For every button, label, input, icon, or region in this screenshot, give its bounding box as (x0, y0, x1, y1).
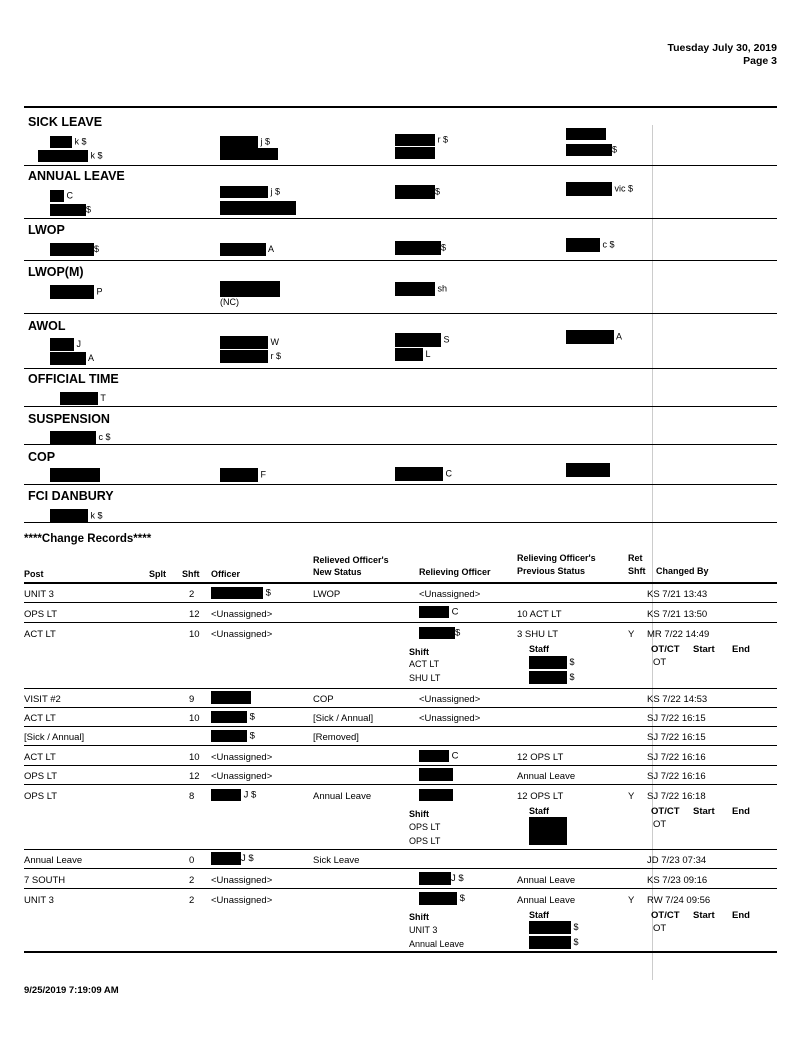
redaction-block (50, 136, 72, 148)
sick-leave-entry: k $ (50, 136, 87, 148)
redaction-block (566, 330, 614, 344)
table-row-relieving: <Unassigned> (419, 694, 481, 705)
sub-shift-line: UNIT 3 (409, 925, 438, 935)
redaction-block (395, 333, 441, 347)
table-row-post: OPS LT (24, 609, 58, 620)
table-row-post: Annual Leave (24, 855, 83, 866)
table-row-ret: Y (628, 791, 635, 802)
awol-entry: S (395, 333, 450, 347)
section-divider (24, 106, 777, 108)
redaction-block (220, 186, 268, 198)
table-row-changed-by: KS 7/22 14:53 (647, 694, 708, 705)
sub-shift-line: Annual Leave (409, 939, 465, 949)
redaction-block (50, 338, 74, 351)
col-header-ret-1: Ret (628, 553, 643, 563)
row-divider (24, 707, 777, 708)
lwop-entry: A (220, 243, 274, 256)
report-header (667, 42, 777, 68)
lwop-m-entry: P (50, 285, 103, 299)
redaction-block (566, 144, 612, 156)
table-row-relieving: C (419, 606, 459, 618)
sub-shift-label: Shift (409, 647, 429, 657)
redaction-block (395, 282, 435, 296)
table-row-post: UNIT 3 (24, 589, 54, 600)
section-divider (24, 368, 777, 369)
row-divider (24, 765, 777, 766)
table-row-officer: $ (211, 587, 271, 599)
sick-leave-entry (220, 148, 278, 160)
table-row-prev-status: Annual Leave (517, 895, 576, 906)
table-row-prev-status: Annual Leave (517, 771, 576, 782)
sub-start-label: Start (693, 806, 715, 817)
table-row-post: ACT LT (24, 629, 56, 640)
table-row-officer: <Unassigned> (211, 609, 273, 620)
section-divider (24, 406, 777, 407)
sub-staff-label: Staff (529, 806, 549, 816)
lwop-entry: $ (50, 243, 99, 256)
col-header-ret-2: Shft (628, 566, 646, 576)
table-row-changed-by: RW 7/24 09:56 (647, 895, 711, 906)
table-row-shft: 10 (189, 713, 200, 724)
redaction-block (566, 463, 610, 477)
table-row-changed-by: SJ 7/22 16:18 (647, 791, 706, 802)
table-row-shft: 12 (189, 771, 200, 782)
table-row-shft: 2 (189, 589, 195, 600)
annual-leave-entry: C (50, 190, 73, 202)
section-divider (24, 313, 777, 314)
redaction-block (220, 336, 268, 349)
redaction-block (220, 281, 280, 297)
section-title-fci-danbury: FCI DANBURY (28, 489, 114, 503)
sub-shift-line: OPS LT (409, 836, 441, 846)
redaction-block (50, 285, 94, 299)
table-row-officer: <Unassigned> (211, 629, 273, 640)
sub-otct-label: OT/CT (651, 910, 680, 921)
table-row-officer: $ (211, 711, 255, 723)
row-divider (24, 784, 777, 785)
table-row-new-status: COP (313, 694, 334, 705)
sub-staff-entry: $ (529, 921, 579, 934)
sub-end-label: End (732, 644, 750, 655)
table-row-officer: <Unassigned> (211, 752, 273, 763)
sub-shift-label: Shift (409, 809, 429, 819)
redaction-block (395, 348, 423, 361)
section-title-lwop: LWOP (28, 223, 65, 237)
section-title-official-time: OFFICIAL TIME (28, 372, 119, 386)
table-row-relieving: <Unassigned> (419, 713, 481, 724)
table-row-ret: Y (628, 895, 635, 906)
redaction-block (50, 431, 96, 444)
sub-ot-value: OT (653, 657, 667, 668)
row-divider (24, 745, 777, 746)
awol-entry: r $ (220, 350, 281, 363)
table-row-prev-status: 12 OPS LT (517, 791, 564, 802)
lwop-m-entry: sh (395, 282, 447, 296)
annual-leave-entry: $ (50, 204, 91, 216)
table-row-post: UNIT 3 (24, 895, 54, 906)
awol-entry: A (50, 352, 94, 365)
row-divider (24, 868, 777, 869)
table-row-relieving (419, 789, 453, 801)
sick-leave-entry: $ (566, 144, 617, 156)
section-divider (24, 444, 777, 445)
table-row-shft: 2 (189, 895, 195, 906)
row-divider (24, 688, 777, 689)
table-row-post: 7 SOUTH (24, 875, 66, 886)
table-row-changed-by: KS 7/21 13:43 (647, 589, 708, 600)
annual-leave-entry: $ (395, 185, 440, 199)
official-time-entry: T (60, 392, 106, 405)
redaction-block (566, 182, 612, 196)
sub-staff-entry: $ (529, 656, 575, 669)
table-row-changed-by: SJ 7/22 16:15 (647, 713, 706, 724)
redaction-block (38, 150, 88, 162)
table-bottom-rule (24, 951, 777, 953)
table-row-changed-by: SJ 7/22 16:16 (647, 752, 706, 763)
redaction-block (50, 204, 86, 216)
section-divider (24, 260, 777, 261)
redaction-block (566, 128, 606, 140)
sub-ot-value: OT (653, 819, 667, 830)
row-divider (24, 849, 777, 850)
annual-leave-entry (220, 201, 296, 215)
sick-leave-entry: r $ (395, 134, 448, 146)
sub-end-label: End (732, 806, 750, 817)
redaction-block (395, 241, 441, 255)
table-row-changed-by: JD 7/23 07:34 (647, 855, 707, 866)
table-row-new-status: LWOP (313, 589, 341, 600)
row-divider (24, 622, 777, 623)
section-title-sick-leave: SICK LEAVE (28, 115, 103, 129)
section-title-suspension: SUSPENSION (28, 412, 110, 426)
section-divider (24, 522, 777, 523)
change-records-heading: ****Change Records**** (24, 533, 152, 545)
lwop-entry: c $ (566, 238, 615, 252)
sub-shift-line: SHU LT (409, 673, 441, 683)
table-row-new-status: [Sick / Annual] (313, 713, 374, 724)
cop-entry: F (220, 468, 266, 482)
sub-shift-line: ACT LT (409, 659, 440, 669)
col-header-relieved-2: New Status (313, 567, 362, 577)
print-timestamp: 9/25/2019 7:19:09 AM (24, 985, 119, 996)
cop-entry (50, 468, 100, 482)
section-divider (24, 165, 777, 166)
redaction-block (50, 509, 88, 523)
redaction-block (220, 350, 268, 363)
section-title-cop: COP (28, 450, 56, 464)
table-row-officer: <Unassigned> (211, 895, 273, 906)
suspension-entry: c $ (50, 431, 111, 444)
table-row-shft: 9 (189, 694, 195, 705)
sub-end-label: End (732, 910, 750, 921)
awol-entry: L (395, 348, 431, 361)
sick-leave-entry (566, 128, 606, 140)
table-row-ret: Y (628, 629, 635, 640)
sub-staff-entry: $ (529, 936, 579, 949)
table-row-prev-status: 3 SHU LT (517, 629, 559, 640)
awol-entry: A (566, 330, 622, 344)
page-number: Page 3 (743, 55, 777, 67)
table-row-relieving: $ (419, 892, 465, 905)
redaction-block (395, 134, 435, 146)
annual-leave-entry: vic $ (566, 182, 633, 196)
col-header-prev-1: Relieving Officer's (517, 553, 596, 563)
table-row-prev-status: 10 ACT LT (517, 609, 562, 620)
table-row-relieving: <Unassigned> (419, 589, 481, 600)
redaction-block (395, 185, 435, 199)
table-row-prev-status: Annual Leave (517, 875, 576, 886)
awol-entry: W (220, 336, 279, 349)
table-row-new-status: [Removed] (313, 732, 359, 743)
sub-staff-entry: $ (529, 671, 575, 684)
row-divider (24, 602, 777, 603)
redaction-block (60, 392, 98, 405)
sub-ot-value: OT (653, 923, 667, 934)
col-header-shft: Shft (182, 569, 200, 579)
redaction-block (50, 468, 100, 482)
redaction-block (50, 352, 86, 365)
sick-leave-entry: k $ (38, 150, 103, 162)
col-header-prev-2: Previous Status (517, 566, 586, 576)
row-divider (24, 888, 777, 889)
section-title-awol: AWOL (28, 319, 66, 333)
table-row-changed-by: SJ 7/22 16:16 (647, 771, 706, 782)
table-row-shft: 0 (189, 855, 195, 866)
fci-danbury-entry: k $ (50, 509, 103, 523)
table-row-relieving: J $ (419, 872, 464, 885)
table-row-changed-by: KS 7/23 09:16 (647, 875, 708, 886)
table-row-relieving: $ (419, 627, 460, 639)
report-date: Tuesday July 30, 2019 (667, 42, 777, 54)
col-header-post: Post (24, 569, 44, 579)
redaction-block (220, 468, 258, 482)
lwop-m-entry: (NC) (220, 297, 239, 307)
redaction-block (220, 201, 296, 215)
redaction-block (50, 243, 94, 256)
redaction-block (50, 190, 64, 202)
table-row-shft: 10 (189, 629, 200, 640)
redaction-block (220, 243, 266, 256)
table-row-relieving (419, 768, 453, 781)
sub-staff-entry (529, 817, 567, 845)
sub-start-label: Start (693, 644, 715, 655)
table-row-shft: 2 (189, 875, 195, 886)
redaction-block (395, 467, 443, 481)
table-row-changed-by: KS 7/21 13:50 (647, 609, 708, 620)
sick-leave-entry: j $ (220, 136, 270, 148)
table-header-rule (24, 582, 777, 584)
col-header-relieved-1: Relieved Officer's (313, 555, 389, 565)
cop-entry (566, 463, 610, 477)
redaction-block (395, 147, 435, 159)
col-header-changed-by: Changed By (656, 566, 709, 576)
sub-shift-label: Shift (409, 912, 429, 922)
cop-entry: C (395, 467, 452, 481)
row-divider (24, 726, 777, 727)
table-row-post: ACT LT (24, 713, 56, 724)
lwop-m-entry (220, 281, 280, 297)
awol-entry: J (50, 338, 81, 351)
table-row-shft: 8 (189, 791, 195, 802)
col-header-officer: Officer (211, 569, 241, 579)
table-row-changed-by: MR 7/22 14:49 (647, 629, 710, 640)
table-row-post: [Sick / Annual] (24, 732, 85, 743)
table-row-new-status: Annual Leave (313, 791, 372, 802)
annual-leave-entry: j $ (220, 186, 280, 198)
scan-line (652, 125, 653, 980)
sub-staff-label: Staff (529, 910, 549, 920)
table-row-officer: J $ (211, 789, 256, 801)
table-row-officer: <Unassigned> (211, 875, 273, 886)
section-title-lwop-m: LWOP(M) (28, 265, 84, 279)
table-row-changed-by: SJ 7/22 16:15 (647, 732, 706, 743)
sub-otct-label: OT/CT (651, 644, 680, 655)
table-row-prev-status: 12 OPS LT (517, 752, 564, 763)
col-header-splt: Splt (149, 569, 166, 579)
table-row-shft: 12 (189, 609, 200, 620)
sub-staff-label: Staff (529, 644, 549, 654)
section-divider (24, 484, 777, 485)
lwop-entry: $ (395, 241, 446, 255)
sick-leave-entry (395, 147, 435, 159)
redaction-block (220, 148, 278, 160)
table-row-relieving: C (419, 750, 459, 762)
sub-otct-label: OT/CT (651, 806, 680, 817)
table-row-officer: $ (211, 730, 255, 742)
redaction-block (220, 136, 258, 148)
table-row-officer (211, 691, 251, 704)
table-row-post: VISIT #2 (24, 694, 61, 705)
table-row-post: ACT LT (24, 752, 56, 763)
table-row-new-status: Sick Leave (313, 855, 360, 866)
section-divider (24, 218, 777, 219)
section-title-annual-leave: ANNUAL LEAVE (28, 169, 125, 183)
sub-shift-line: OPS LT (409, 822, 441, 832)
col-header-relieving: Relieving Officer (419, 567, 491, 577)
table-row-officer: <Unassigned> (211, 771, 273, 782)
table-row-post: OPS LT (24, 791, 58, 802)
table-row-officer: J $ (211, 852, 254, 865)
table-row-shft: 10 (189, 752, 200, 763)
redaction-block (566, 238, 600, 252)
sub-start-label: Start (693, 910, 715, 921)
table-row-post: OPS LT (24, 771, 58, 782)
